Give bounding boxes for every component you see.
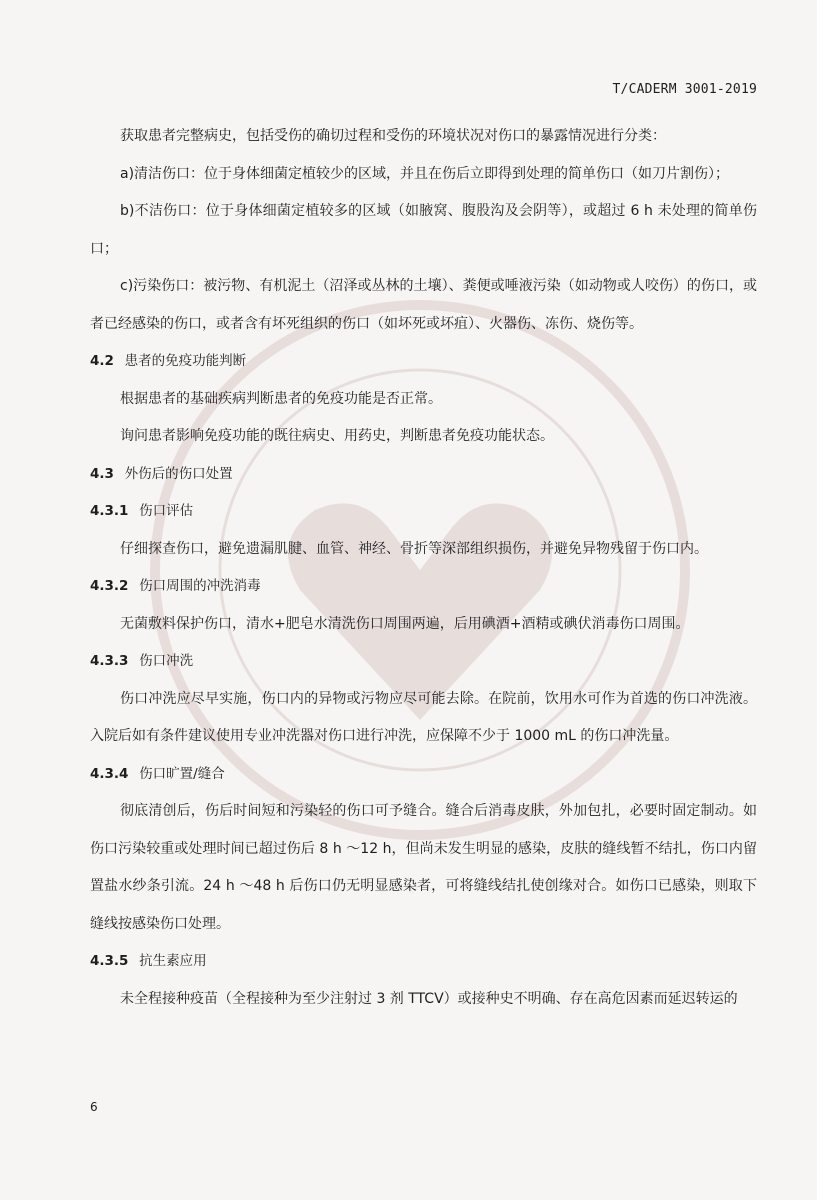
- document-body: [90, 118, 757, 1018]
- section-heading-4-3: [90, 456, 757, 494]
- paragraph: 仔细探查伤口，避免遗漏肌腱、血管、神经、骨折等深部组织损伤，并避免异物残留于伤口内。: [120, 540, 708, 557]
- paragraph: 获取患者完整病史，包括受伤的确切过程和受伤的环境状况对伤口的暴露情况进行分类：: [120, 128, 666, 144]
- section-title: 患者的免疫功能判断: [124, 353, 247, 369]
- paragraph: 未全程接种疫苗（全程接种为至少注射过 3 剂 TTCV）或接种史不明确、存在高危因素而延迟转运的: [120, 990, 738, 1007]
- paragraph: b)不洁伤口：位于身体细菌定植较多的区域（如腋窝、腹股沟及会阴等），或超过 6 h 未处理的简单伤口；: [90, 203, 757, 257]
- paragraph: 伤口冲洗应尽早实施，伤口内的异物或污物应尽可能去除。在院前，饮用水可作为首选的伤口冲洗液。入院后如有条件建议使用专业冲洗器对伤口进行冲洗，应保障不少于 1000 mL 的伤口冲洗量。: [90, 690, 757, 744]
- paragraph: c)污染伤口：被污物、有机泥土（沼泽或丛林的土壤）、粪便或唾液污染（如动物或人咬伤）的伤口，或者已经感染的伤口，或者含有坏死组织的伤口（如坏死或坏疽）、火器伤、冻伤、烧伤等。: [90, 278, 757, 332]
- section-title: 伤口冲洗: [139, 653, 194, 669]
- paragraph: a)清洁伤口：位于身体细菌定植较少的区域，并且在伤后立即得到处理的简单伤口（如刀片割伤）；: [120, 165, 730, 182]
- section-title: 伤口周围的冲洗消毒: [139, 578, 261, 594]
- section-heading-4-2: [90, 343, 757, 381]
- section-heading-4-3-5: [90, 943, 757, 981]
- paragraph: 根据患者的基础疾病判断患者的免疫功能是否正常。: [120, 390, 442, 407]
- section-number: 4.2: [90, 353, 114, 369]
- section-heading-4-3-1: [90, 493, 757, 531]
- section-title: 抗生素应用: [139, 953, 207, 969]
- section-number: 4.3.3: [90, 653, 129, 669]
- paragraph: 彻底清创后，伤后时间短和污染轻的伤口可予缝合。缝合后消毒皮肤，外加包扎，必要时固定制动。如伤口污染较重或处理时间已超过伤后 8 h ～12 h，但尚未发生明显的感染，皮肤的缝线暂不结扎，伤口内留置盐水纱条引流。24 h ～48 h 后伤口仍无明显感染者，可将缝线结扎使创缘对合。如伤口已感染，则取下缝线按感染伤口处理。: [90, 803, 757, 932]
- standard-code: T/CADERM 3001-2019: [612, 82, 757, 97]
- section-title: 外伤后的伤口处置: [124, 465, 233, 482]
- paragraph: 询问患者影响免疫功能的既往病史、用药史，判断患者免疫功能状态。: [120, 428, 554, 444]
- section-title: 伤口旷置/缝合: [139, 765, 225, 782]
- section-number: 4.3.4: [90, 765, 129, 782]
- section-number: 4.3: [90, 465, 114, 482]
- page-number: 6: [90, 1100, 98, 1114]
- section-heading-4-3-4: [90, 756, 757, 794]
- section-heading-4-3-3: [90, 643, 757, 681]
- paragraph: 无菌敷料保护伤口，清水+肥皂水清洗伤口周围两遍，后用碘酒+酒精或碘伏消毒伤口周围。: [120, 615, 690, 632]
- section-title: 伤口评估: [139, 503, 194, 519]
- section-number: 4.3.5: [90, 953, 129, 969]
- section-heading-4-3-2: [90, 568, 757, 606]
- section-number: 4.3.1: [90, 503, 129, 519]
- section-number: 4.3.2: [90, 578, 129, 594]
